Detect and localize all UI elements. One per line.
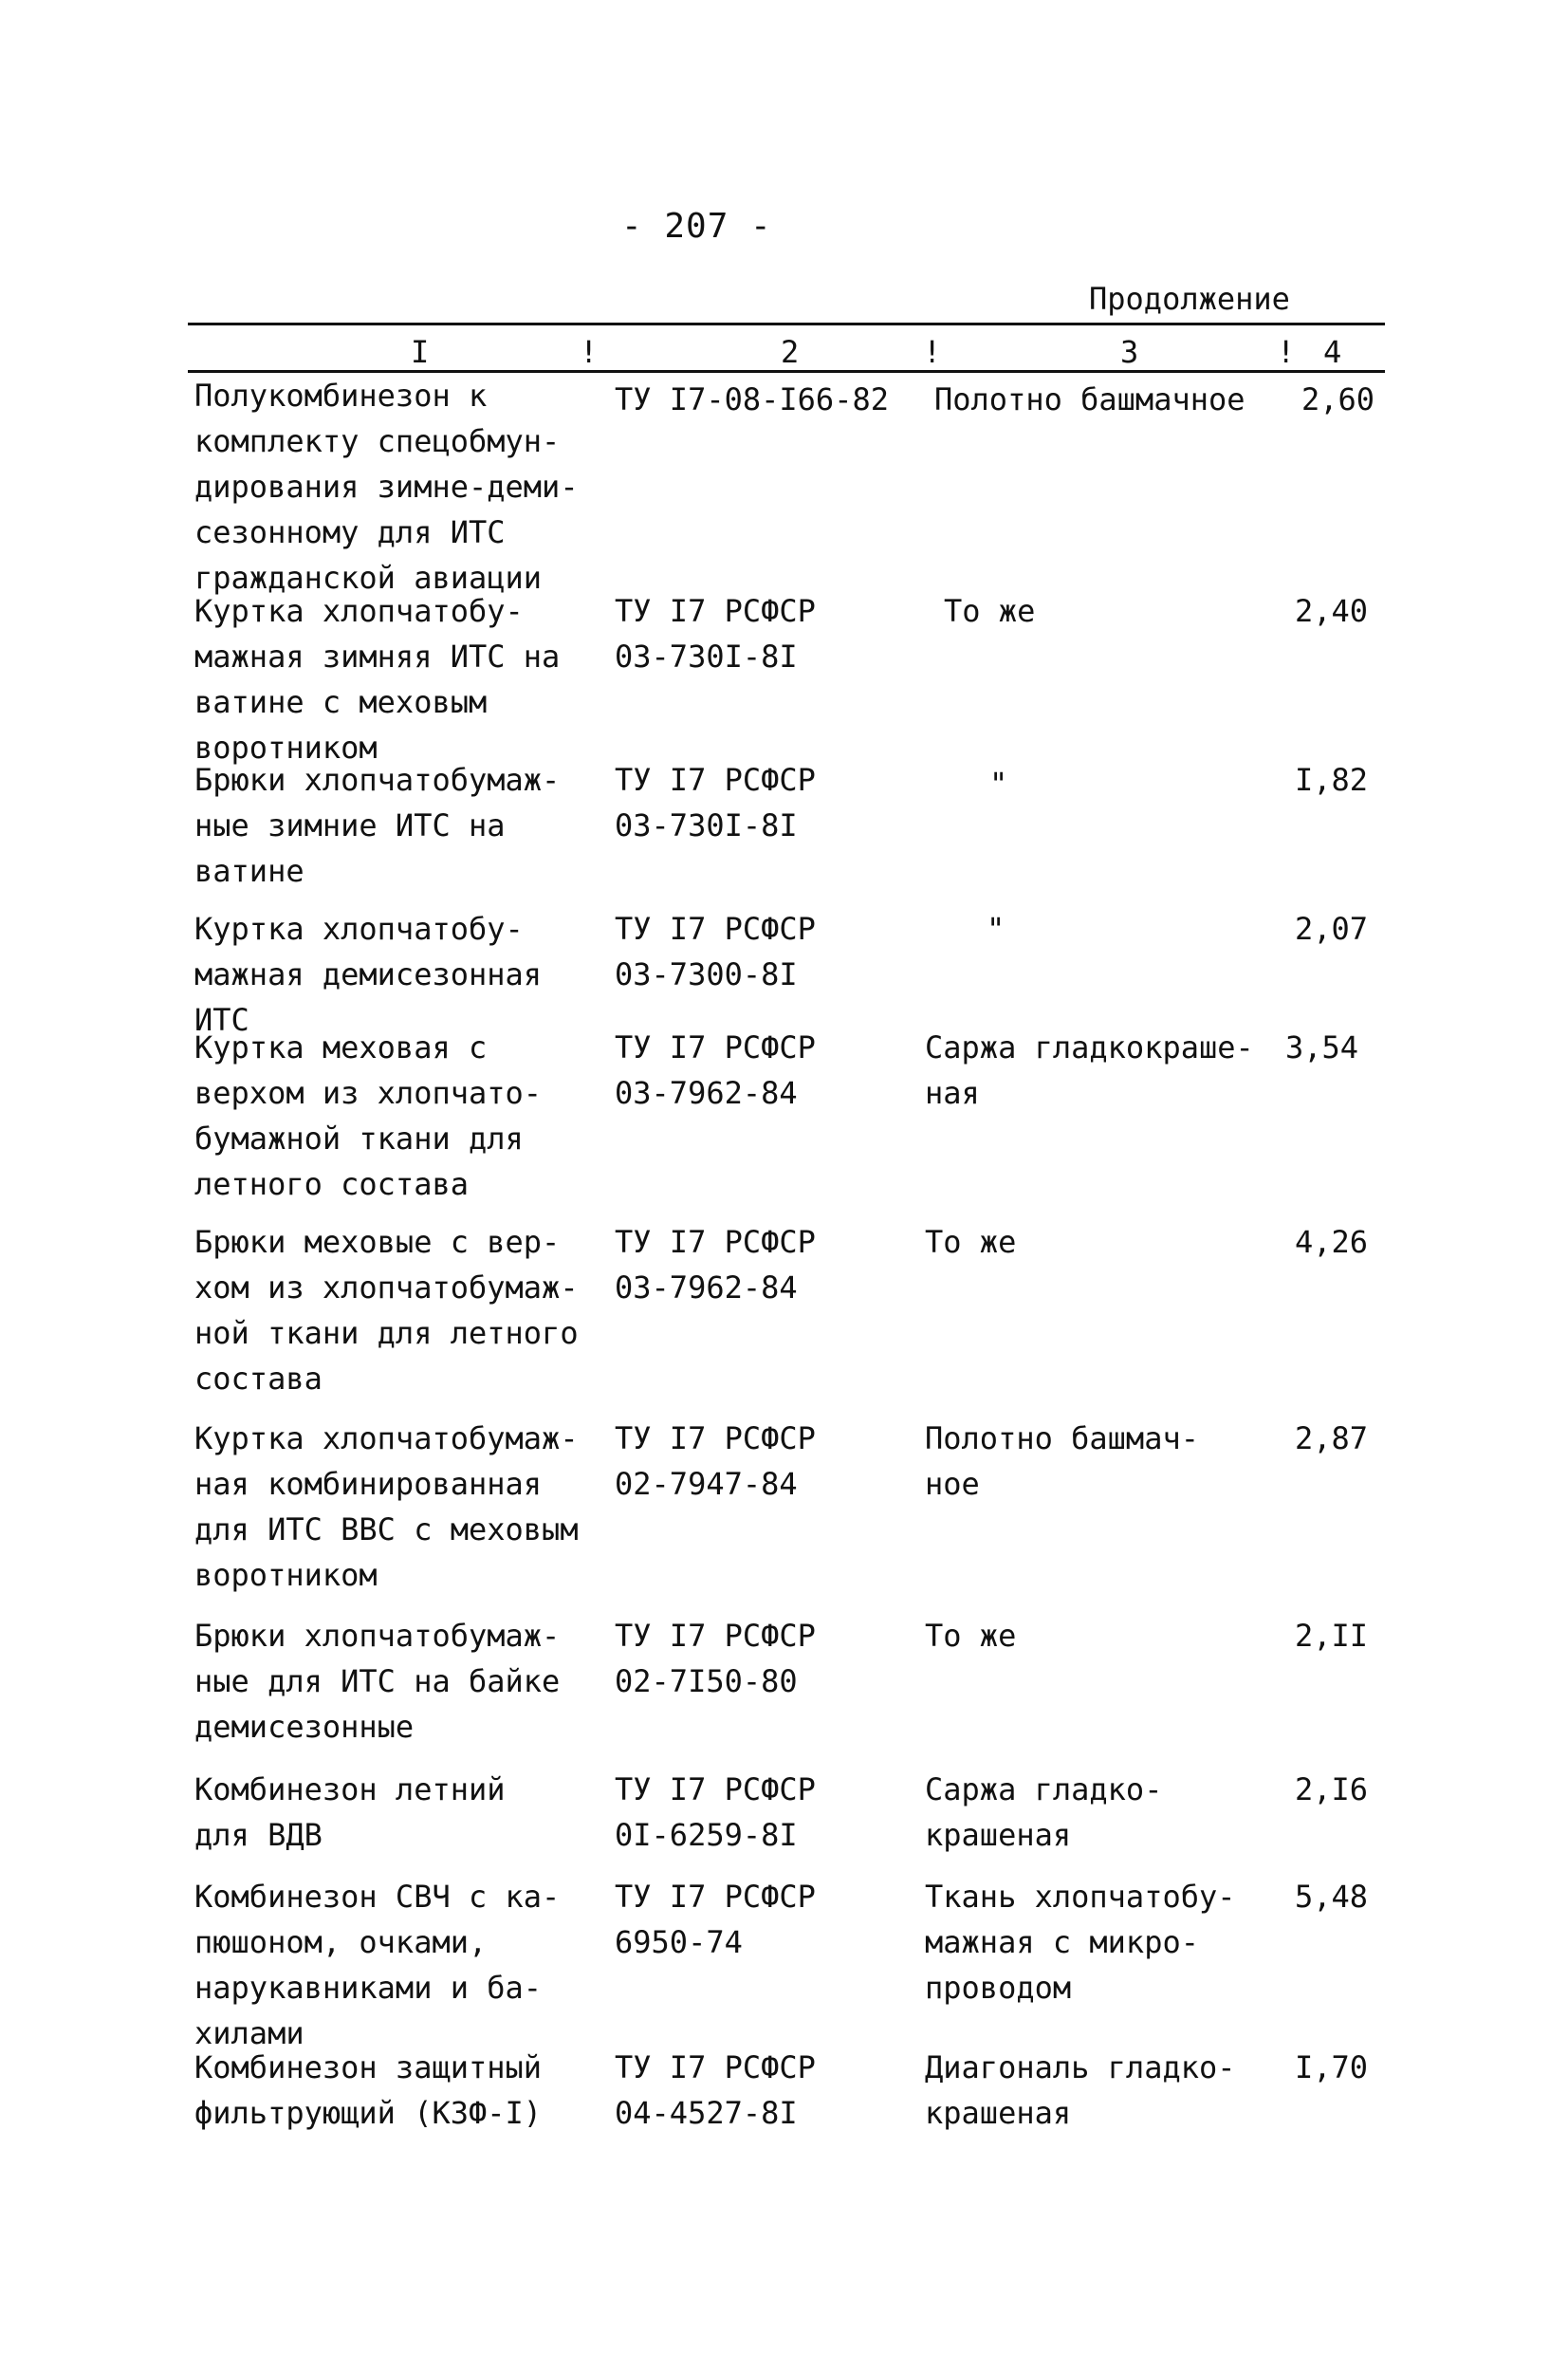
item-tu: ТУ I7 РСФСР 03-730I-8I (615, 762, 816, 843)
item-value: 5,48 (1295, 1879, 1369, 1915)
item-name: Куртка хлопчатобу- мажная зимняя ИТС на ватине с меховым воротником (194, 593, 561, 766)
item-value: 2,II (1295, 1618, 1369, 1654)
header-sep-3: ! (1277, 334, 1296, 370)
item-value: 2,87 (1295, 1420, 1369, 1456)
item-tu: ТУ I7 РСФСР 02-7I50-80 (615, 1618, 816, 1699)
item-name: Брюки хлопчатобумаж- ные для ИТС на байке демисезонные (194, 1618, 561, 1745)
item-value: 2,07 (1295, 911, 1369, 947)
header-sep-2: ! (923, 334, 942, 370)
item-material: Ткань хлопчатобу- мажная с микро- проводом (925, 1879, 1236, 2006)
item-value: 2,60 (1301, 381, 1375, 417)
item-material: Саржа гладкокраше- ная (925, 1029, 1254, 1111)
item-name: Полукомбинезон к комплекту спецобмун- дирования зимне-деми- сезонному для ИТС гражданской авиации (194, 378, 579, 596)
item-value: 3,54 (1285, 1029, 1359, 1065)
header-col-1: I (411, 334, 430, 370)
item-name: Комбинезон летний для ВДВ (194, 1771, 506, 1853)
item-material: " (987, 911, 1005, 947)
item-name: Куртка меховая с верхом из хлопчато- бумажной ткани для летного состава (194, 1029, 543, 1202)
item-tu: ТУ I7 РСФСР 0I-6259-8I (615, 1771, 816, 1853)
header-col-2: 2 (781, 334, 800, 370)
item-value: I,70 (1295, 2049, 1369, 2085)
item-material: Саржа гладко- крашеная (925, 1771, 1163, 1853)
page-number: - 207 - (621, 207, 772, 246)
item-tu: ТУ I7 РСФСР 03-730I-8I (615, 593, 816, 675)
item-tu: ТУ I7 РСФСР 6950-74 (615, 1879, 816, 1960)
item-tu: ТУ I7-08-I66-82 (615, 381, 889, 417)
item-name: Брюки хлопчатобумаж- ные зимние ИТС на ватине (194, 762, 561, 889)
item-name: Куртка хлопчатобумаж- ная комбинированная для ИТС ВВС с меховым воротником (194, 1420, 579, 1593)
item-name: Комбинезон защитный фильтрующий (КЗФ-I) (194, 2049, 543, 2131)
item-name: Комбинезон СВЧ с ка- пюшоном, очками, нарукавниками и ба- хилами (194, 1879, 561, 2051)
item-name: Куртка хлопчатобу- мажная демисезонная ИТС (194, 911, 543, 1038)
table-top-rule (188, 323, 1385, 325)
item-tu: ТУ I7 РСФСР 04-4527-8I (615, 2049, 816, 2131)
item-tu: ТУ I7 РСФСР 03-7962-84 (615, 1029, 816, 1111)
item-material: Диагональ гладко- крашеная (925, 2049, 1236, 2131)
item-tu: ТУ I7 РСФСР 02-7947-84 (615, 1420, 816, 1502)
item-material: Полотно башмач- ное (925, 1420, 1199, 1502)
item-value: 2,40 (1295, 593, 1369, 629)
item-tu: ТУ I7 РСФСР 03-7962-84 (615, 1224, 816, 1306)
header-col-3: 3 (1120, 334, 1139, 370)
item-material: То же (925, 1618, 1017, 1654)
continuation-label: Продолжение (1089, 281, 1290, 317)
item-material: То же (944, 593, 1036, 629)
item-name: Брюки меховые с вер- хом из хлопчатобумаж- ной ткани для летного состава (194, 1224, 579, 1397)
item-value: I,82 (1295, 762, 1369, 798)
header-col-4: 4 (1323, 334, 1342, 370)
item-value: 4,26 (1295, 1224, 1369, 1260)
item-material: Полотно башмачное (934, 381, 1245, 417)
item-tu: ТУ I7 РСФСР 03-7300-8I (615, 911, 816, 992)
item-value: 2,I6 (1295, 1771, 1369, 1807)
header-sep-1: ! (580, 334, 599, 370)
table-header-row (188, 332, 1385, 370)
item-material: То же (925, 1224, 1017, 1260)
item-material: " (989, 766, 1008, 802)
